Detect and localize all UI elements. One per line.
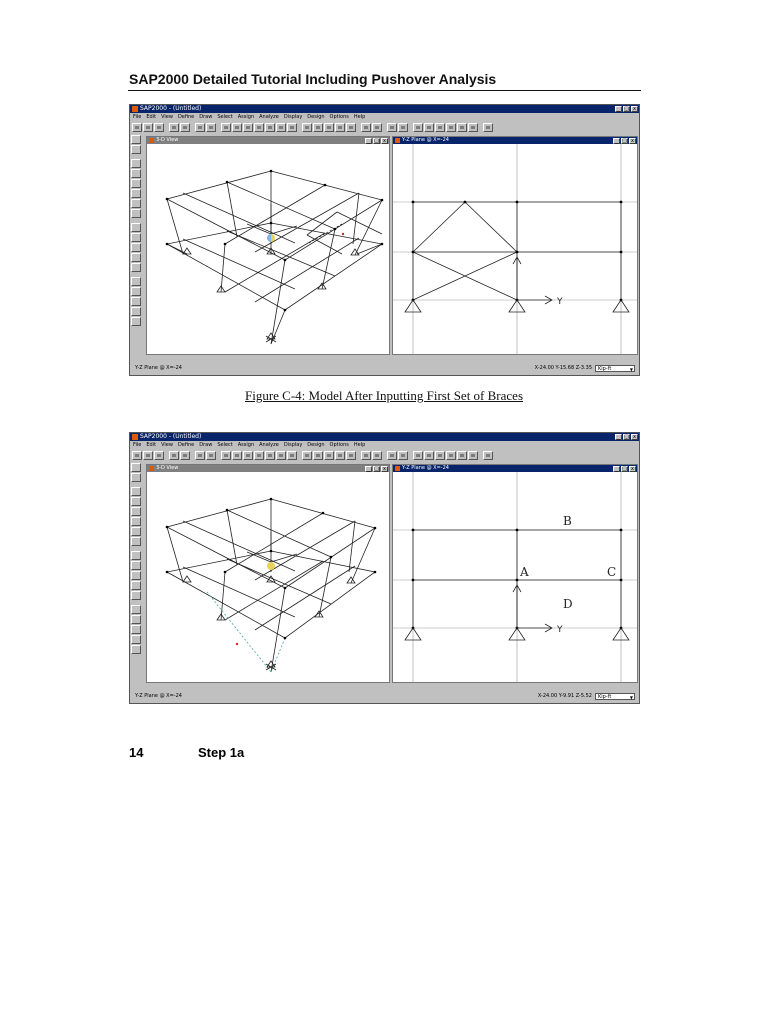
perspective-icon[interactable]: [346, 451, 356, 460]
up-one-icon[interactable]: [387, 123, 397, 132]
window-3d-titlebar: [147, 465, 389, 472]
window-yz-plane[interactable]: [392, 136, 638, 355]
close-button[interactable]: x: [381, 466, 388, 472]
snap-perpendicular-icon[interactable]: [131, 625, 141, 634]
menu-options[interactable]: Options: [329, 442, 349, 448]
draw-rect-shell-icon[interactable]: [131, 189, 141, 198]
draw-shell-icon[interactable]: [131, 507, 141, 516]
maximize-button[interactable]: □: [624, 434, 629, 440]
perspective-icon[interactable]: [346, 123, 356, 132]
page-header-title: SAP2000 Detailed Tutorial Including Pushover Analysis: [129, 71, 497, 87]
menu-draw[interactable]: Draw: [199, 114, 213, 120]
save-file-icon[interactable]: [154, 451, 164, 460]
draw-toolbar: [131, 463, 144, 654]
window-yz-title: Y-Z Plane @ X=-24: [402, 137, 449, 143]
redo-icon[interactable]: [180, 123, 190, 132]
select-all-icon[interactable]: [131, 223, 141, 232]
close-button[interactable]: x: [381, 138, 388, 144]
app-title: SAP2000 - (Untitled): [140, 433, 202, 440]
reshape-icon[interactable]: [131, 145, 141, 154]
window-icon: [395, 138, 400, 143]
down-one-icon[interactable]: [398, 451, 408, 460]
intersecting-line-icon[interactable]: [131, 581, 141, 590]
zoom-window-icon[interactable]: [232, 123, 242, 132]
run-analysis-icon[interactable]: [221, 451, 231, 460]
snap-midpoint-icon[interactable]: [131, 277, 141, 286]
y-axis-label: Y: [557, 297, 563, 307]
view-xy-icon[interactable]: [313, 123, 323, 132]
maximize-button[interactable]: □: [374, 137, 379, 144]
show-stress-icon[interactable]: [468, 123, 478, 132]
view-yz-icon[interactable]: [335, 451, 345, 460]
save-file-icon[interactable]: [154, 123, 164, 132]
menu-define[interactable]: Define: [177, 114, 195, 120]
draw-frame-icon[interactable]: [131, 497, 141, 506]
menu-edit[interactable]: Edit: [146, 114, 157, 120]
maximize-button[interactable]: □: [622, 137, 627, 144]
menu-select[interactable]: Select: [217, 114, 233, 120]
open-file-icon[interactable]: [143, 451, 153, 460]
pan-icon[interactable]: [287, 451, 297, 460]
quick-draw-shell-icon[interactable]: [131, 209, 141, 218]
zoom-in-icon[interactable]: [243, 123, 253, 132]
window-icon: [149, 466, 154, 471]
app-titlebar: [130, 433, 639, 441]
snap-midpoint-icon[interactable]: [131, 605, 141, 614]
design-icon[interactable]: [483, 451, 493, 460]
header-rule: [128, 90, 641, 91]
draw-rect-shell-icon[interactable]: [131, 517, 141, 526]
rotate-3d-icon[interactable]: [372, 451, 382, 460]
sap2000-app-icon: [132, 106, 138, 112]
status-bar: [132, 691, 637, 702]
menu-display[interactable]: Display: [283, 114, 303, 120]
window-yz-titlebar: [393, 137, 637, 144]
window-yz-plane[interactable]: [392, 464, 638, 683]
window-yz-controls: [613, 138, 636, 144]
open-file-icon[interactable]: [143, 123, 153, 132]
show-loads-icon[interactable]: [424, 123, 434, 132]
close-button[interactable]: x: [631, 106, 638, 112]
snap-lines-icon[interactable]: [131, 307, 141, 316]
show-loads-icon[interactable]: [424, 451, 434, 460]
snap-intersection-icon[interactable]: [131, 287, 141, 296]
menu-bar: [130, 114, 639, 121]
status-plane: Y-Z Plane @ X=-24: [135, 693, 182, 699]
pointer-icon[interactable]: [131, 463, 141, 472]
main-toolbar: [130, 450, 639, 461]
draw-toolbar: [131, 135, 144, 326]
menu-bar: [130, 442, 639, 449]
menu-help[interactable]: Help: [353, 114, 366, 120]
pan-icon[interactable]: [287, 123, 297, 132]
down-one-icon[interactable]: [398, 123, 408, 132]
redo-icon[interactable]: [180, 451, 190, 460]
status-bar: [132, 363, 637, 374]
menu-design[interactable]: Design: [307, 442, 325, 448]
menu-edit[interactable]: Edit: [146, 442, 157, 448]
zoom-in-icon[interactable]: [243, 451, 253, 460]
menu-draw[interactable]: Draw: [199, 442, 213, 448]
new-file-icon[interactable]: [132, 123, 142, 132]
show-mode-icon[interactable]: [446, 451, 456, 460]
snap-intersection-icon[interactable]: [131, 615, 141, 624]
point-label-b: B: [563, 514, 572, 528]
rotate-3d-icon[interactable]: [372, 123, 382, 132]
window-controls: [615, 434, 638, 440]
window-yz-titlebar: [393, 465, 637, 472]
yz-plane-canvas[interactable]: [393, 144, 637, 354]
clear-selection-icon[interactable]: [131, 571, 141, 580]
app-title: SAP2000 - (Untitled): [140, 105, 202, 112]
run-analysis-icon[interactable]: [221, 123, 231, 132]
view-xz-icon[interactable]: [324, 123, 334, 132]
figure-caption: Figure C-4: Model After Inputting First Set of Braces: [244, 388, 524, 403]
select-all-icon[interactable]: [131, 551, 141, 560]
zoom-full-icon[interactable]: [265, 123, 275, 132]
point-label-d: D: [563, 597, 573, 611]
snap-joints-icon[interactable]: [131, 591, 141, 600]
quick-draw-frame-icon[interactable]: [131, 527, 141, 536]
menu-options[interactable]: Options: [329, 114, 349, 120]
sap2000-screenshot-2: [129, 432, 640, 704]
intersecting-line-icon[interactable]: [131, 253, 141, 262]
menu-file[interactable]: File: [133, 442, 142, 448]
show-forces-icon[interactable]: [457, 123, 467, 132]
pointer-icon[interactable]: [131, 135, 141, 144]
close-button[interactable]: x: [629, 466, 636, 472]
window-3d-titlebar: [147, 137, 389, 144]
menu-file[interactable]: File: [133, 114, 142, 120]
menu-design[interactable]: Design: [307, 114, 325, 120]
menu-display[interactable]: Display: [283, 442, 303, 448]
new-file-icon[interactable]: [132, 451, 142, 460]
lock-icon[interactable]: [206, 123, 216, 132]
status-coordinates: X-24.00 Y-15.68 Z-3.35: [534, 365, 592, 371]
zoom-full-icon[interactable]: [265, 451, 275, 460]
snap-edges-icon[interactable]: [131, 645, 141, 654]
menu-view[interactable]: View: [161, 442, 173, 448]
minimize-button[interactable]: _: [365, 138, 372, 144]
get-previous-selection-icon[interactable]: [131, 233, 141, 242]
zoom-previous-icon[interactable]: [276, 123, 286, 132]
window-3d-view[interactable]: [146, 464, 390, 683]
undo-icon[interactable]: [169, 451, 179, 460]
menu-select[interactable]: Select: [217, 442, 233, 448]
menu-assign[interactable]: Assign: [237, 442, 255, 448]
undo-icon[interactable]: [169, 123, 179, 132]
window-yz-controls: [613, 466, 636, 472]
snap-edges-icon[interactable]: [131, 317, 141, 326]
window-3d-controls: [365, 138, 388, 144]
app-titlebar: [130, 105, 639, 113]
menu-analyze[interactable]: Analyze: [259, 442, 279, 448]
show-deformed-icon[interactable]: [435, 123, 445, 132]
show-stress-icon[interactable]: [468, 451, 478, 460]
draw-shell-icon[interactable]: [131, 179, 141, 188]
zoom-out-icon[interactable]: [254, 451, 264, 460]
get-previous-selection-icon[interactable]: [131, 561, 141, 570]
window-controls: [615, 106, 638, 112]
menu-help[interactable]: Help: [353, 442, 366, 448]
page-number: 14: [129, 745, 144, 760]
lock-icon[interactable]: [206, 451, 216, 460]
clear-selection-icon[interactable]: [131, 243, 141, 252]
main-toolbar: [130, 122, 639, 133]
window-icon: [149, 138, 154, 143]
units-dropdown[interactable]: Kip-ft ▼: [595, 365, 635, 372]
window-3d-view[interactable]: [146, 136, 390, 355]
view-xy-icon[interactable]: [313, 451, 323, 460]
menu-analyze[interactable]: Analyze: [259, 114, 279, 120]
minimize-button[interactable]: _: [613, 466, 620, 472]
up-one-icon[interactable]: [387, 451, 397, 460]
snap-perpendicular-icon[interactable]: [131, 297, 141, 306]
refresh-icon[interactable]: [195, 451, 205, 460]
minimize-button[interactable]: _: [613, 138, 620, 144]
y-axis-label: Y: [557, 625, 563, 635]
close-button[interactable]: x: [631, 434, 638, 440]
window-3d-title: 3-D View: [156, 465, 179, 471]
set-elements-icon[interactable]: [361, 123, 371, 132]
window-yz-title: Y-Z Plane @ X=-24: [402, 465, 449, 471]
menu-view[interactable]: View: [161, 114, 173, 120]
minimize-button[interactable]: _: [615, 106, 622, 112]
snap-joints-icon[interactable]: [131, 263, 141, 272]
menu-define[interactable]: Define: [177, 442, 195, 448]
reshape-icon[interactable]: [131, 473, 141, 482]
show-deformed-icon[interactable]: [435, 451, 445, 460]
yz-plane-canvas[interactable]: [393, 472, 637, 682]
design-icon[interactable]: [483, 123, 493, 132]
add-joint-icon[interactable]: [131, 159, 141, 168]
quick-draw-shell-icon[interactable]: [131, 537, 141, 546]
snap-lines-icon[interactable]: [131, 635, 141, 644]
add-joint-icon[interactable]: [131, 487, 141, 496]
maximize-button[interactable]: □: [374, 465, 379, 472]
minimize-button[interactable]: _: [365, 466, 372, 472]
frame-3d-canvas[interactable]: [147, 144, 389, 354]
point-label-a: A: [520, 565, 529, 579]
view-yz-icon[interactable]: [335, 123, 345, 132]
set-elements-icon[interactable]: [361, 451, 371, 460]
draw-frame-icon[interactable]: [131, 169, 141, 178]
zoom-previous-icon[interactable]: [276, 451, 286, 460]
maximize-button[interactable]: □: [624, 106, 629, 112]
maximize-button[interactable]: □: [622, 465, 627, 472]
zoom-window-icon[interactable]: [232, 451, 242, 460]
show-undeformed-icon[interactable]: [413, 451, 423, 460]
status-plane: Y-Z Plane @ X=-24: [135, 365, 182, 371]
show-forces-icon[interactable]: [457, 451, 467, 460]
view-xz-icon[interactable]: [324, 451, 334, 460]
units-dropdown[interactable]: Kip-ft ▼: [595, 693, 635, 700]
frame-3d-canvas[interactable]: [147, 472, 389, 682]
show-mode-icon[interactable]: [446, 123, 456, 132]
section-step: Step 1a: [198, 745, 245, 760]
close-button[interactable]: x: [629, 138, 636, 144]
refresh-icon[interactable]: [195, 123, 205, 132]
show-undeformed-icon[interactable]: [413, 123, 423, 132]
window-icon: [395, 466, 400, 471]
point-label-c: C: [607, 565, 617, 579]
sap2000-app-icon: [132, 434, 138, 440]
quick-draw-frame-icon[interactable]: [131, 199, 141, 208]
minimize-button[interactable]: _: [615, 434, 622, 440]
view-3d-icon[interactable]: [302, 123, 312, 132]
menu-assign[interactable]: Assign: [237, 114, 255, 120]
window-3d-title: 3-D View: [156, 137, 179, 143]
view-3d-icon[interactable]: [302, 451, 312, 460]
sap2000-screenshot-1: [129, 104, 640, 376]
status-coordinates: X-24.00 Y-9.91 Z-5.52: [537, 693, 592, 699]
window-3d-controls: [365, 466, 388, 472]
zoom-out-icon[interactable]: [254, 123, 264, 132]
